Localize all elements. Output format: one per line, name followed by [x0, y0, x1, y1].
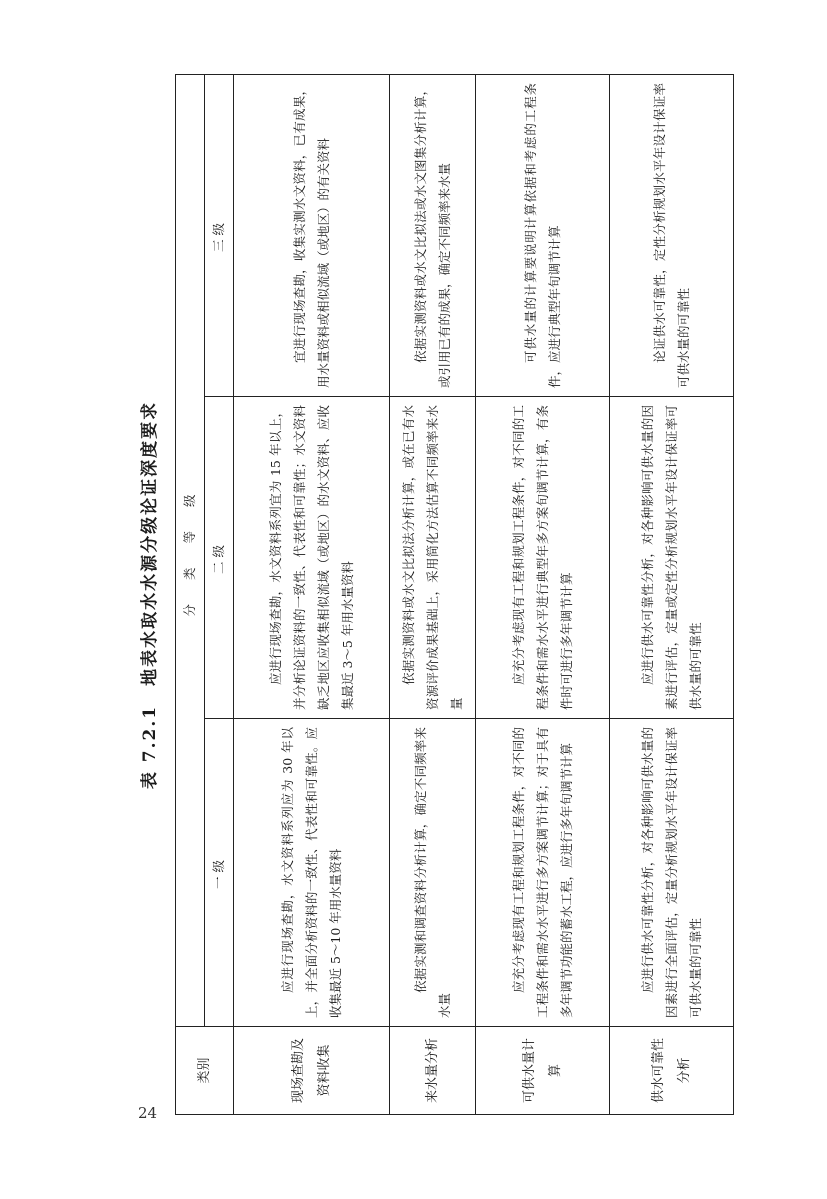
header-category: 类别 — [176, 1027, 234, 1115]
cell-level-1: 应进行供水可靠性分析，对各种影响可供水量的因素进行全面评估，定量分析规划水平年设计保证率可供水量的可靠性 — [610, 719, 734, 1027]
header-level-3: 三级 — [205, 75, 234, 397]
cell-level-1: 应进行现场查勘，水文资料系列应为 30 年以上，并全面分析资料的一致性、代表性和可靠性。应收集最近 5～10 年用水量资料 — [234, 719, 390, 1027]
page-number: 24 — [138, 1104, 158, 1122]
rotated-page-content — [135, 75, 760, 1115]
cell-level-1: 依据实测和调查资料分析计算，确定不同频率来水量 — [390, 719, 476, 1027]
header-group: 分 类 等 级 — [176, 75, 205, 1027]
table-row — [476, 75, 610, 1115]
row-category: 供水可靠性分析 — [610, 1027, 734, 1115]
cell-level-3: 论证供水可靠性，定性分析规划水平年设计保证率可供水量的可靠性 — [610, 75, 734, 397]
cell-level-2: 应进行供水可靠性分析，对各种影响可供水量的因素进行评估，定量或定性分析规划水平年设计保证率可供水量的可靠性 — [610, 397, 734, 719]
cell-level-3: 依据实测资料或水文比拟法或水文图集分析计算，或引用已有的成果，确定不同频率来水量 — [390, 75, 476, 397]
depth-requirement-table — [175, 74, 734, 1115]
table-row — [610, 75, 734, 1115]
cell-level-2: 依据实测资料或水文比拟法分析计算，或在已有水资源评价成果基础上，采用简化方法估算不同频率来水量 — [390, 397, 476, 719]
table-row — [390, 75, 476, 1115]
cell-level-3: 可供水量的计算要说明计算依据和考虑的工程条件，应进行典型年旬调节计算 — [476, 75, 610, 397]
cell-level-1: 应充分考虑现有工程和规划工程条件，对不同的工程条件和需水水平进行多方案调节计算；对于具有多年调节功能的蓄水工程，应进行多年旬调节计算 — [476, 719, 610, 1027]
row-category: 现场查勘及资料收集 — [234, 1027, 390, 1115]
row-category: 来水量分析 — [390, 1027, 476, 1115]
header-level-1: 一级 — [205, 719, 234, 1027]
table-row — [234, 75, 390, 1115]
cell-level-2: 应进行现场查勘，水文资料系列宜为 15 年以上，并分析论证资料的一致性、代表性和可靠性；水文资料缺乏地区应收集相似流域（或地区）的水文资料、应收集最近 3～5 年用水量资料 — [234, 397, 390, 719]
row-category: 可供水量计算 — [476, 1027, 610, 1115]
table-title: 表 7.2.1 地表水取水水源分级论证深度要求 — [140, 400, 160, 790]
cell-level-2: 应充分考虑现有工程和规划工程条件，对不同的工程条件和需水水平进行典型年多方案旬调节计算，有条件时可进行多年调节计算 — [476, 397, 610, 719]
header-level-2: 二级 — [205, 397, 234, 719]
cell-level-3: 宜进行现场查勘，收集实测水文资料，已有成果，用水量资料或相似流域（或地区）的有关资料 — [234, 75, 390, 397]
